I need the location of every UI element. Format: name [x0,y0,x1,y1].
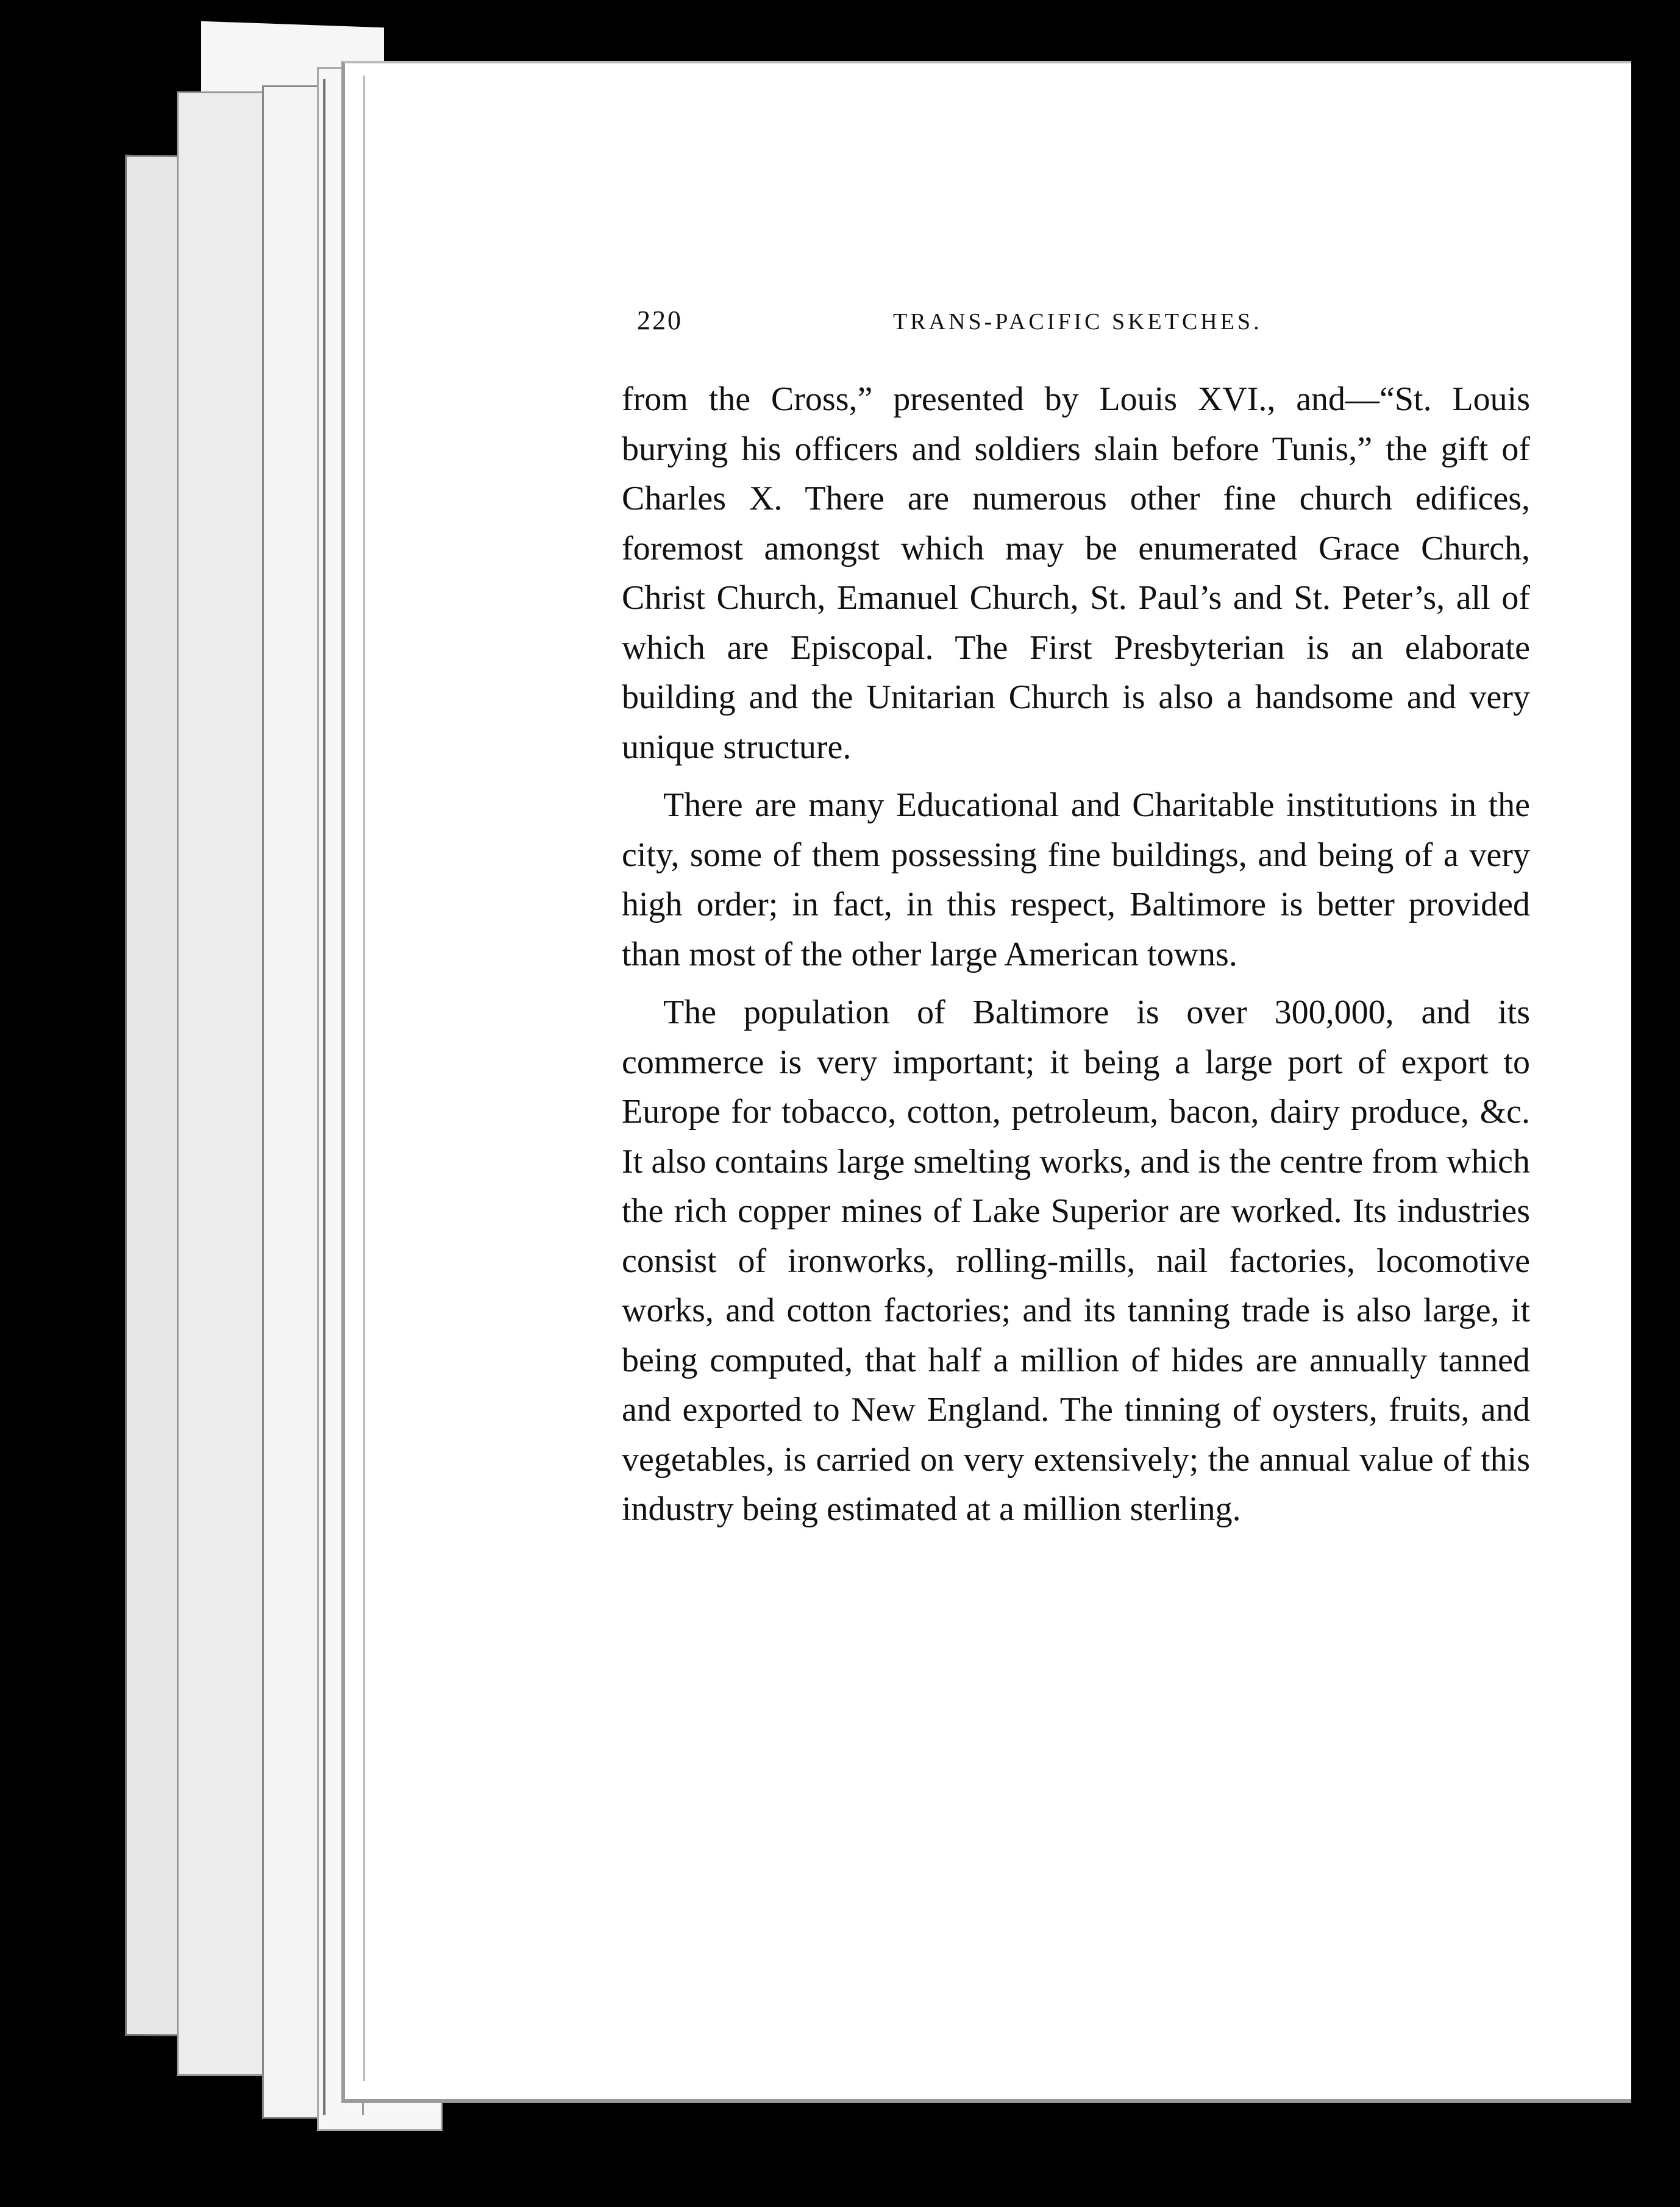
running-title: TRANS-PACIFIC SKETCHES. [893,309,1262,335]
paragraph: from the Cross,” presented by Louis XVI., and—“St. Louis burying his officers and soldiers slain before Tunis,” the gift of Charles X. There are numerous other fine church edifices, foremost amongst which may be enumerated Grace Church, Christ Church, Emanuel Church, St. Paul’s and St. Peter’s, all of which are Episcopal. The First Presbyterian is an elaborate building and the Unitarian Church is also a handsome and very unique structure. [622,380,1530,766]
running-header [637,305,1301,341]
page-body [622,375,1530,1535]
page-edge-rule [363,76,365,2081]
paragraph: There are many Educational and Charitable institutions in the city, some of them possessing fine buildings, and being of a very high order; in fact, in this respect, Baltimore is better provided than most of the other large American towns. [622,786,1530,973]
paragraph: The population of Baltimore is over 300,000, and its commerce is very important; it being a large port of export to Europe for tobacco, cotton, petroleum, bacon, dairy produce, &c. It also contains large smelting works, and is the centre from which the rich copper mines of Lake Superior are worked. Its industries consist of ironworks, rolling-mills, nail factories, locomotive works, and cotton factories; and its tanning trade is also large, it being computed, that half a million of hides are annually tanned and exported to New England. The tinning of oysters, fruits, and vegetables, is carried on very extensively; the annual value of this industry being estimated at a million sterling. [622,993,1530,1528]
page-number: 220 [637,305,683,335]
